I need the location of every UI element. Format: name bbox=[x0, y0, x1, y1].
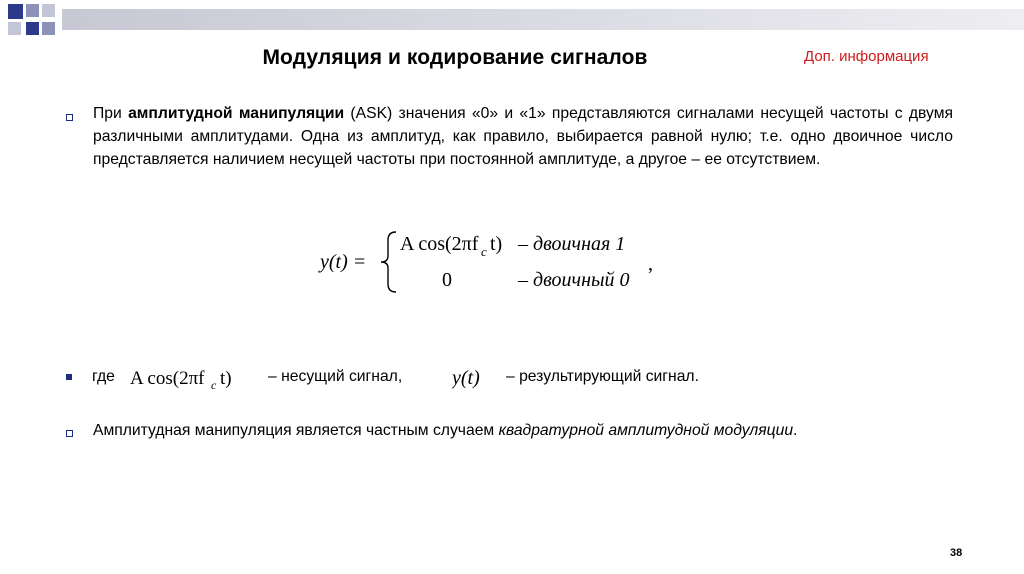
carrier-close: t) bbox=[220, 368, 232, 389]
ask-formula bbox=[300, 222, 680, 302]
decor-square bbox=[8, 22, 21, 35]
solid-square-bullet-icon bbox=[66, 374, 72, 380]
hollow-square-bullet-icon bbox=[66, 430, 73, 437]
para3-end: . bbox=[793, 422, 798, 439]
formula-trailing: , bbox=[648, 253, 653, 275]
formula-case1-expr: A cos(2πf bbox=[400, 233, 479, 255]
paragraph-ask-definition bbox=[93, 102, 953, 171]
para1-rest: несущей частоты с двумя различными амплитудами. Одна из амплитуд, как правило, выбирается равной нулю; т.е. одно двоичное число представляется наличием несущей частоты при постоянной амплитуде, а другое – ее отсутствием. bbox=[93, 105, 953, 168]
carrier-expr: A cos(2πf bbox=[130, 368, 205, 389]
paragraph-qam-note bbox=[93, 419, 953, 442]
carrier-description: – несущий сигнал, bbox=[268, 368, 403, 385]
decor-square bbox=[8, 4, 23, 19]
result-expression bbox=[452, 362, 512, 392]
page-number: 38 bbox=[950, 547, 963, 559]
formula-case2-label: – двоичный 0 bbox=[518, 269, 630, 291]
top-decoration bbox=[0, 0, 1024, 40]
para3-text: Амплитудная манипуляция является частным случаем bbox=[93, 422, 499, 439]
extra-info-label: Доп. информация bbox=[804, 48, 929, 65]
header-bar bbox=[62, 9, 1024, 30]
formula-lhs: y(t) = bbox=[320, 251, 367, 273]
result-description: – результирующий сигнал. bbox=[506, 368, 699, 385]
result-expr: y(t) bbox=[452, 367, 480, 389]
para1-bold-term: амплитудной манипуляции bbox=[128, 105, 345, 122]
para3-italic-term: квадратурной амплитудной модуляции bbox=[498, 422, 794, 439]
decor-square bbox=[26, 4, 39, 17]
carrier-sub: c bbox=[211, 378, 217, 392]
para1-line1: (ASK) значения «0» и «1» представляются сигналами bbox=[344, 105, 755, 122]
decor-square bbox=[42, 22, 55, 35]
formula-case1-label: – двоичная 1 bbox=[518, 233, 626, 255]
formula-case2-expr: 0 bbox=[442, 269, 452, 291]
para1-intro: При bbox=[93, 105, 129, 122]
page-title: Модуляция и кодирование сигналов bbox=[262, 46, 648, 69]
formula-case1-close: t) bbox=[490, 233, 503, 255]
carrier-expression bbox=[130, 362, 270, 392]
decor-square bbox=[26, 22, 39, 35]
formula-brace bbox=[381, 232, 396, 292]
formula-case1-sub: c bbox=[481, 244, 487, 259]
hollow-square-bullet-icon bbox=[66, 114, 73, 121]
where-line bbox=[92, 366, 792, 390]
where-lead: где bbox=[92, 368, 115, 385]
decor-square bbox=[42, 4, 55, 17]
